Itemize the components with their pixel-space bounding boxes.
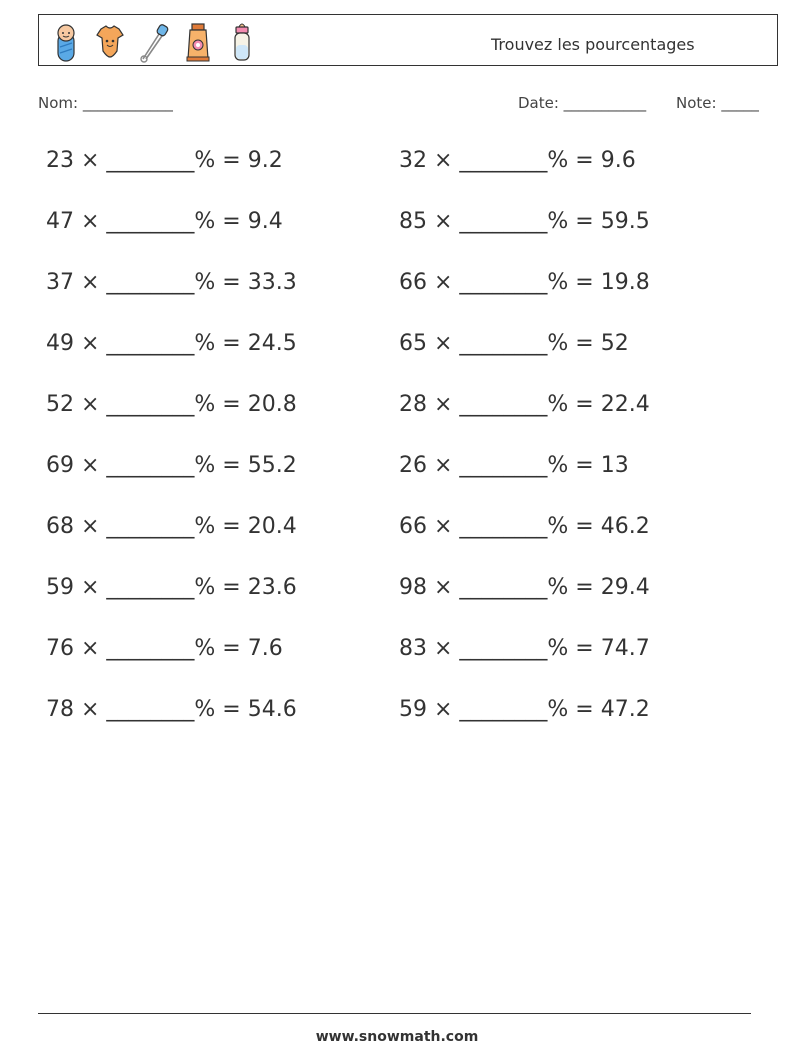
baby-onesie-icon (95, 21, 125, 63)
problem-item[interactable]: 32 × ________% = 9.6 (399, 148, 636, 173)
note-field[interactable]: Note: _____ (676, 94, 759, 112)
date-field[interactable]: Date: ___________ (518, 94, 647, 112)
problem-item[interactable]: 66 × ________% = 46.2 (399, 514, 650, 539)
problem-item[interactable]: 26 × ________% = 13 (399, 453, 629, 478)
problem-item[interactable]: 59 × ________% = 23.6 (46, 575, 297, 600)
problem-item[interactable]: 76 × ________% = 7.6 (46, 636, 283, 661)
footer-divider (38, 1013, 751, 1014)
safety-pin-icon (139, 21, 169, 63)
footer-url: www.snowmath.com (315, 1029, 479, 1045)
problem-item[interactable]: 83 × ________% = 74.7 (399, 636, 650, 661)
problem-item[interactable]: 65 × ________% = 52 (399, 331, 629, 356)
problem-item[interactable]: 59 × ________% = 47.2 (399, 697, 650, 722)
problem-item[interactable]: 49 × ________% = 24.5 (46, 331, 297, 356)
problem-item[interactable]: 52 × ________% = 20.8 (46, 392, 297, 417)
problem-item[interactable]: 78 × ________% = 54.6 (46, 697, 297, 722)
problem-item[interactable]: 66 × ________% = 19.8 (399, 270, 650, 295)
problem-item[interactable]: 98 × ________% = 29.4 (399, 575, 650, 600)
cream-tube-icon (183, 21, 213, 63)
problem-item[interactable]: 23 × ________% = 9.2 (46, 148, 283, 173)
name-field[interactable]: Nom: ____________ (38, 94, 173, 112)
problem-item[interactable]: 47 × ________% = 9.4 (46, 209, 283, 234)
worksheet-title: Trouvez les pourcentages (491, 35, 695, 54)
header-icons (51, 21, 257, 63)
problem-item[interactable]: 85 × ________% = 59.5 (399, 209, 650, 234)
baby-bottle-icon (227, 21, 257, 63)
baby-swaddle-icon (51, 21, 81, 63)
problem-item[interactable]: 68 × ________% = 20.4 (46, 514, 297, 539)
problem-item[interactable]: 37 × ________% = 33.3 (46, 270, 297, 295)
problem-item[interactable]: 69 × ________% = 55.2 (46, 453, 297, 478)
worksheet-header (38, 14, 778, 66)
problem-item[interactable]: 28 × ________% = 22.4 (399, 392, 650, 417)
